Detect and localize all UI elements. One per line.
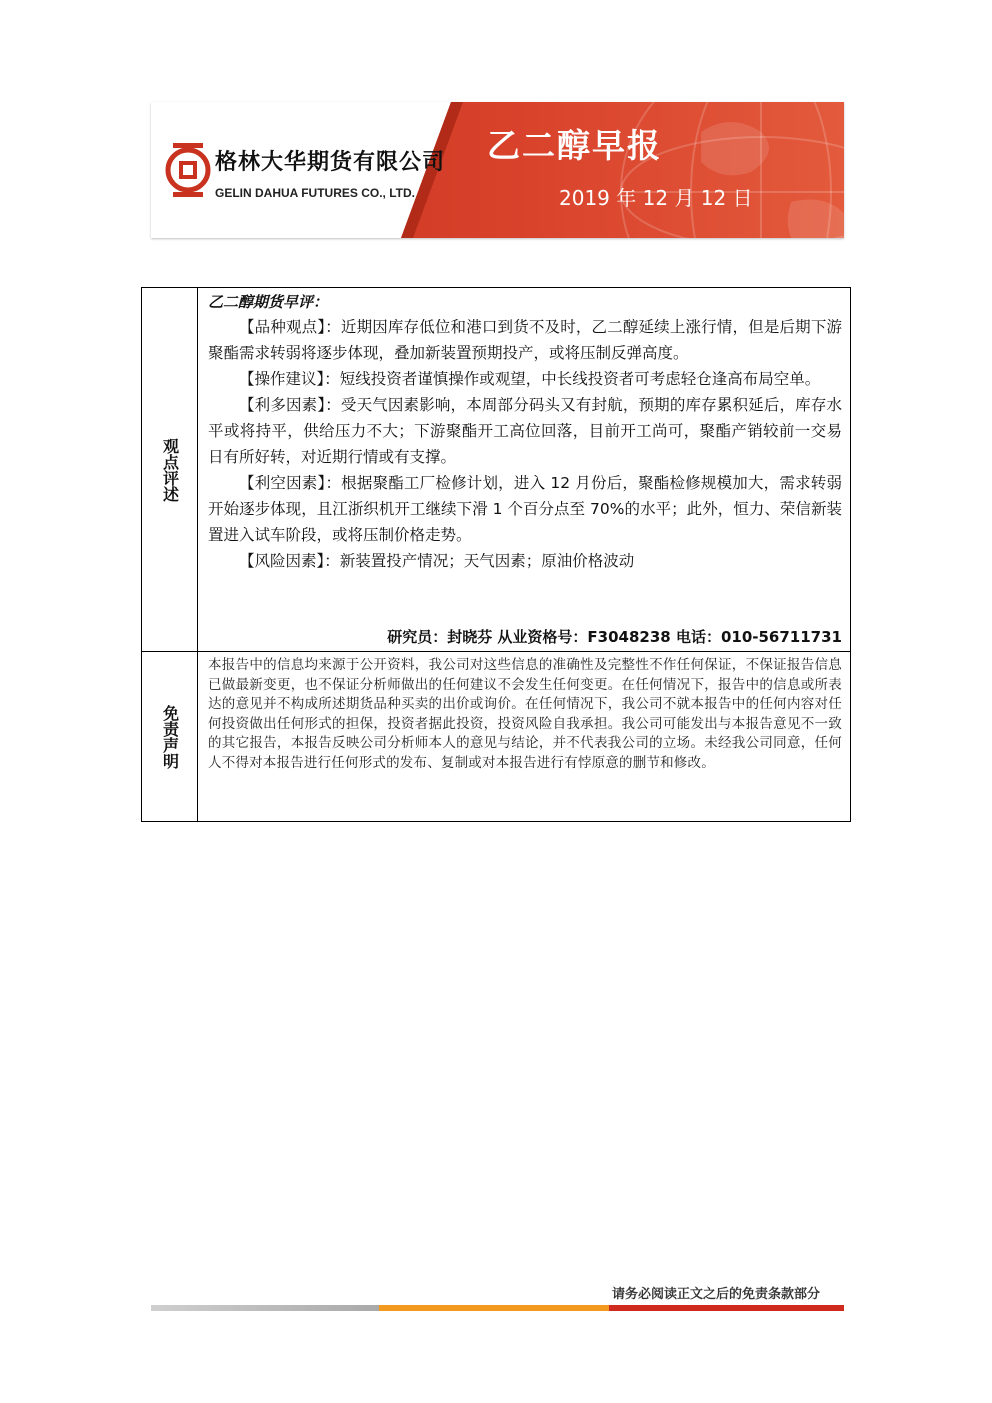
report-table: [141, 287, 851, 822]
report-title: 乙二醇早报: [487, 126, 662, 165]
para-operation-advice: 【操作建议】：短线投资者谨慎操作或观望，中长线投资者可考虑轻仓逢高布局空单。: [239, 370, 821, 388]
comment-text-cell: [198, 288, 850, 651]
para-risk-factors: 【风险因素】：新装置投产情况；天气因素；原油价格波动: [239, 552, 635, 570]
comment-label-cell: [142, 288, 198, 651]
disclaimer-text: 本报告中的信息均来源于公开资料，我公司对这些信息的准确性及完整性不作任何保证，不保证报告信息已做最新变更，也不保证分析师做出的任何建议不会发生任何变更。在任何情况下，报告中的信息或所表达的意见并不构成所述期货品种买卖的出价或询价。在任何情况下，我公司不就本报告中的任何内容对任何投资做出任何形式的担保，投资者据此投资，投资风险自我承担。我公司可能发出与本报告意见不一致的其它报告，本报告反映公司分析师本人的意见与结论，并不代表我公司的立场。未经我公司同意，任何人不得对本报告进行任何形式的发布、复制或对本报告进行有悖原意的删节和修改。: [208, 657, 842, 771]
disclaimer-text-cell: [198, 652, 850, 821]
comment-title: 乙二醇期货早评：: [208, 293, 329, 311]
gelin-dahua-logo-icon: [165, 137, 211, 203]
para-variety-view: 【品种观点】：近期因库存低位和港口到货不及时，乙二醇延续上涨行情，但是后期下游聚酯需求转弱将逐步体现，叠加新装置预期投产，或将压制反弹高度。: [208, 318, 842, 362]
comment-label: 观点评述: [160, 437, 180, 502]
comment-row: [142, 288, 850, 652]
disclaimer-row: [142, 652, 850, 821]
report-date: 2019 年 12 月 12 日: [559, 186, 753, 210]
footer-bar-grey: [151, 1305, 379, 1311]
report-banner: [151, 102, 844, 238]
company-name-en: GELIN DAHUA FUTURES CO., LTD.: [215, 186, 415, 200]
footer-bar-red: [609, 1305, 844, 1311]
researcher-info: 研究员：封晓芬 从业资格号：F3048238 电话：010-56711731: [387, 628, 842, 646]
para-bearish-factors: 【利空因素】：根据聚酯工厂检修计划，进入 12 月份后，聚酯检修规模加大，需求转弱开始逐步体现，且江浙织机开工继续下滑 1 个百分点至 70%的水平；此外，恒力、荣信新装置进入试车阶段，或将压制价格走势。: [208, 474, 842, 544]
para-bullish-factors: 【利多因素】：受天气因素影响，本周部分码头又有封航，预期的库存累积延后，库存水平或将持平，供给压力不大；下游聚酯开工高位回落，目前开工尚可，聚酯产销较前一交易日有所好转，对近期行情或有支撑。: [208, 396, 842, 466]
footer-bar-orange: [379, 1305, 609, 1311]
disclaimer-label-cell: [142, 652, 198, 821]
company-name-cn: 格林大华期货有限公司: [215, 150, 446, 175]
disclaimer-label: 免责声明: [160, 704, 180, 769]
footer-note: 请务必阅读正文之后的免责条款部分: [612, 1287, 821, 1302]
